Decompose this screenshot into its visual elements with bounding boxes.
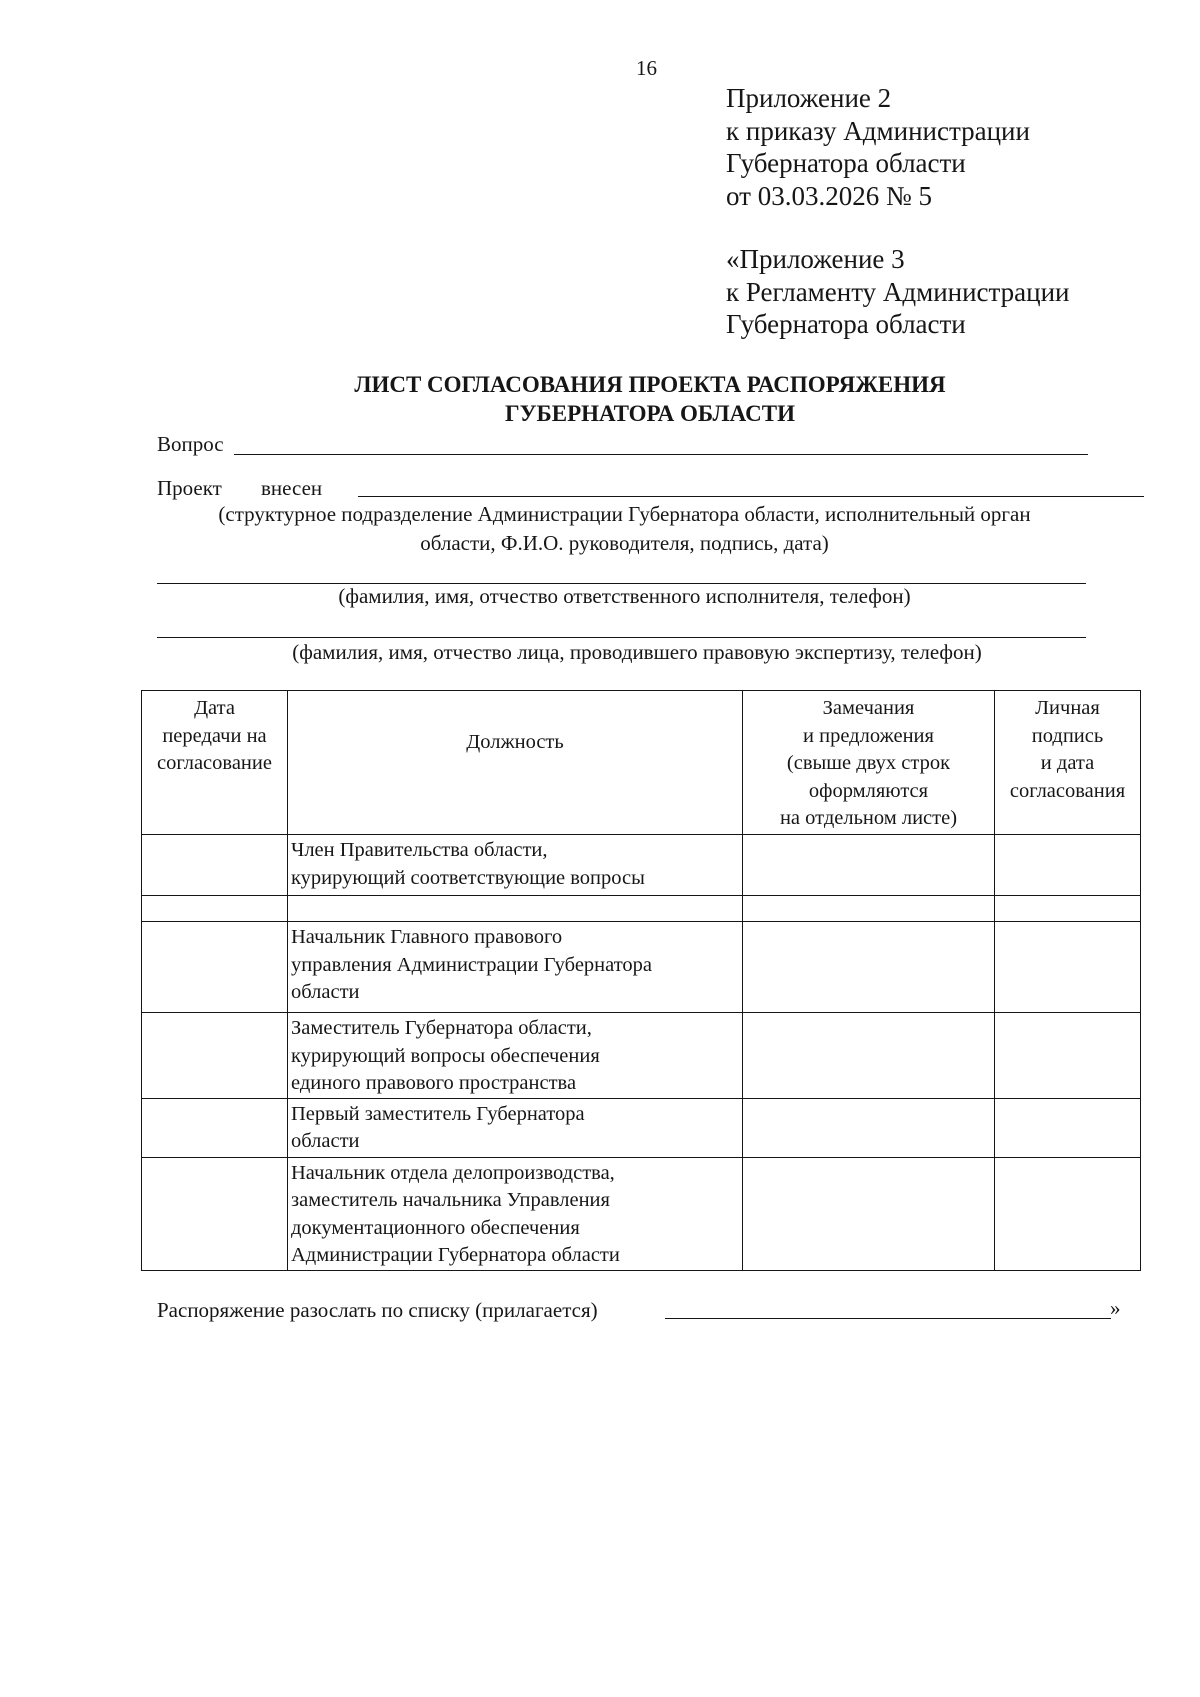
table-header-row [142, 691, 1141, 835]
date-cell[interactable] [142, 896, 288, 922]
regulation-line: «Приложение 3 [726, 244, 905, 274]
project-label-1: Проект [157, 476, 222, 500]
table-row [142, 1157, 1141, 1270]
position-cell[interactable] [288, 896, 743, 922]
header-position: Должность [288, 691, 743, 835]
table-row [142, 922, 1141, 1013]
position-cell: Член Правительства области, курирующий соответствующие вопросы [288, 835, 743, 896]
table-row [142, 1098, 1141, 1157]
appendix-line: от 03.03.2026 № 5 [726, 180, 932, 211]
position-cell: Начальник Главного правового управления Администрации Губернатора области [288, 922, 743, 1013]
regulation-line: Губернатора области [726, 309, 966, 339]
position-cell: Начальник отдела делопроизводства, заместитель начальника Управления документационного обеспечения Администрации Губернатора области [288, 1157, 743, 1270]
signature-cell[interactable] [995, 1013, 1141, 1099]
header-signature: Личная подпись и дата согласования [995, 691, 1141, 835]
header-date: Дата передачи на согласование [142, 691, 288, 835]
project-note-line-1: (структурное подразделение Администрации Губернатора области, исполнительный орган [218, 502, 1031, 526]
date-cell[interactable] [142, 1098, 288, 1157]
date-cell[interactable] [142, 922, 288, 1013]
appendix-header [726, 82, 1070, 341]
signature-cell[interactable] [995, 896, 1141, 922]
table-row [142, 896, 1141, 922]
remarks-cell[interactable] [743, 835, 995, 896]
regulation-line: к Регламенту Администрации [726, 276, 1070, 307]
remarks-cell[interactable] [743, 922, 995, 1013]
project-note-line-2: области, Ф.И.О. руководителя, подпись, дата) [420, 531, 829, 555]
remarks-cell[interactable] [743, 1098, 995, 1157]
date-cell[interactable] [142, 1013, 288, 1099]
expert-field-line[interactable] [157, 637, 1086, 638]
signature-cell[interactable] [995, 1157, 1141, 1270]
question-label: Вопрос [157, 432, 224, 456]
project-label-2: внесен [261, 476, 323, 500]
project-field-line[interactable] [358, 496, 1144, 497]
title-line-1: ЛИСТ СОГЛАСОВАНИЯ ПРОЕКТА РАСПОРЯЖЕНИЯ [354, 372, 946, 397]
table-row [142, 1013, 1141, 1099]
executor-note: (фамилия, имя, отчество ответственного исполнителя, телефон) [338, 584, 911, 608]
signature-cell[interactable] [995, 922, 1141, 1013]
expert-note: (фамилия, имя, отчество лица, проводившего правовую экспертизу, телефон) [292, 640, 982, 664]
position-cell: Первый заместитель Губернатора области [288, 1098, 743, 1157]
closing-quote: » [1110, 1296, 1121, 1320]
distribution-field-line[interactable] [665, 1318, 1111, 1319]
table-row [142, 835, 1141, 896]
approval-table [141, 690, 1141, 1271]
distribution-label: Распоряжение разослать по списку (прилагается) [157, 1298, 598, 1322]
date-cell[interactable] [142, 1157, 288, 1270]
project-field-note [157, 500, 1092, 558]
signature-cell[interactable] [995, 835, 1141, 896]
page-number: 16 [636, 56, 657, 80]
remarks-cell[interactable] [743, 1013, 995, 1099]
title-line-2: ГУБЕРНАТОРА ОБЛАСТИ [505, 401, 795, 426]
position-cell: Заместитель Губернатора области, курирующий вопросы обеспечения единого правового пространства [288, 1013, 743, 1099]
appendix-line: к приказу Администрации [726, 115, 1030, 146]
remarks-cell[interactable] [743, 896, 995, 922]
signature-cell[interactable] [995, 1098, 1141, 1157]
remarks-cell[interactable] [743, 1157, 995, 1270]
date-cell[interactable] [142, 835, 288, 896]
header-remarks: Замечания и предложения (свыше двух строк оформляются на отдельном листе) [743, 691, 995, 835]
document-title [0, 370, 1200, 428]
appendix-line: Приложение 2 [726, 83, 892, 113]
appendix-line: Губернатора области [726, 148, 966, 178]
question-field-line[interactable] [234, 454, 1088, 455]
